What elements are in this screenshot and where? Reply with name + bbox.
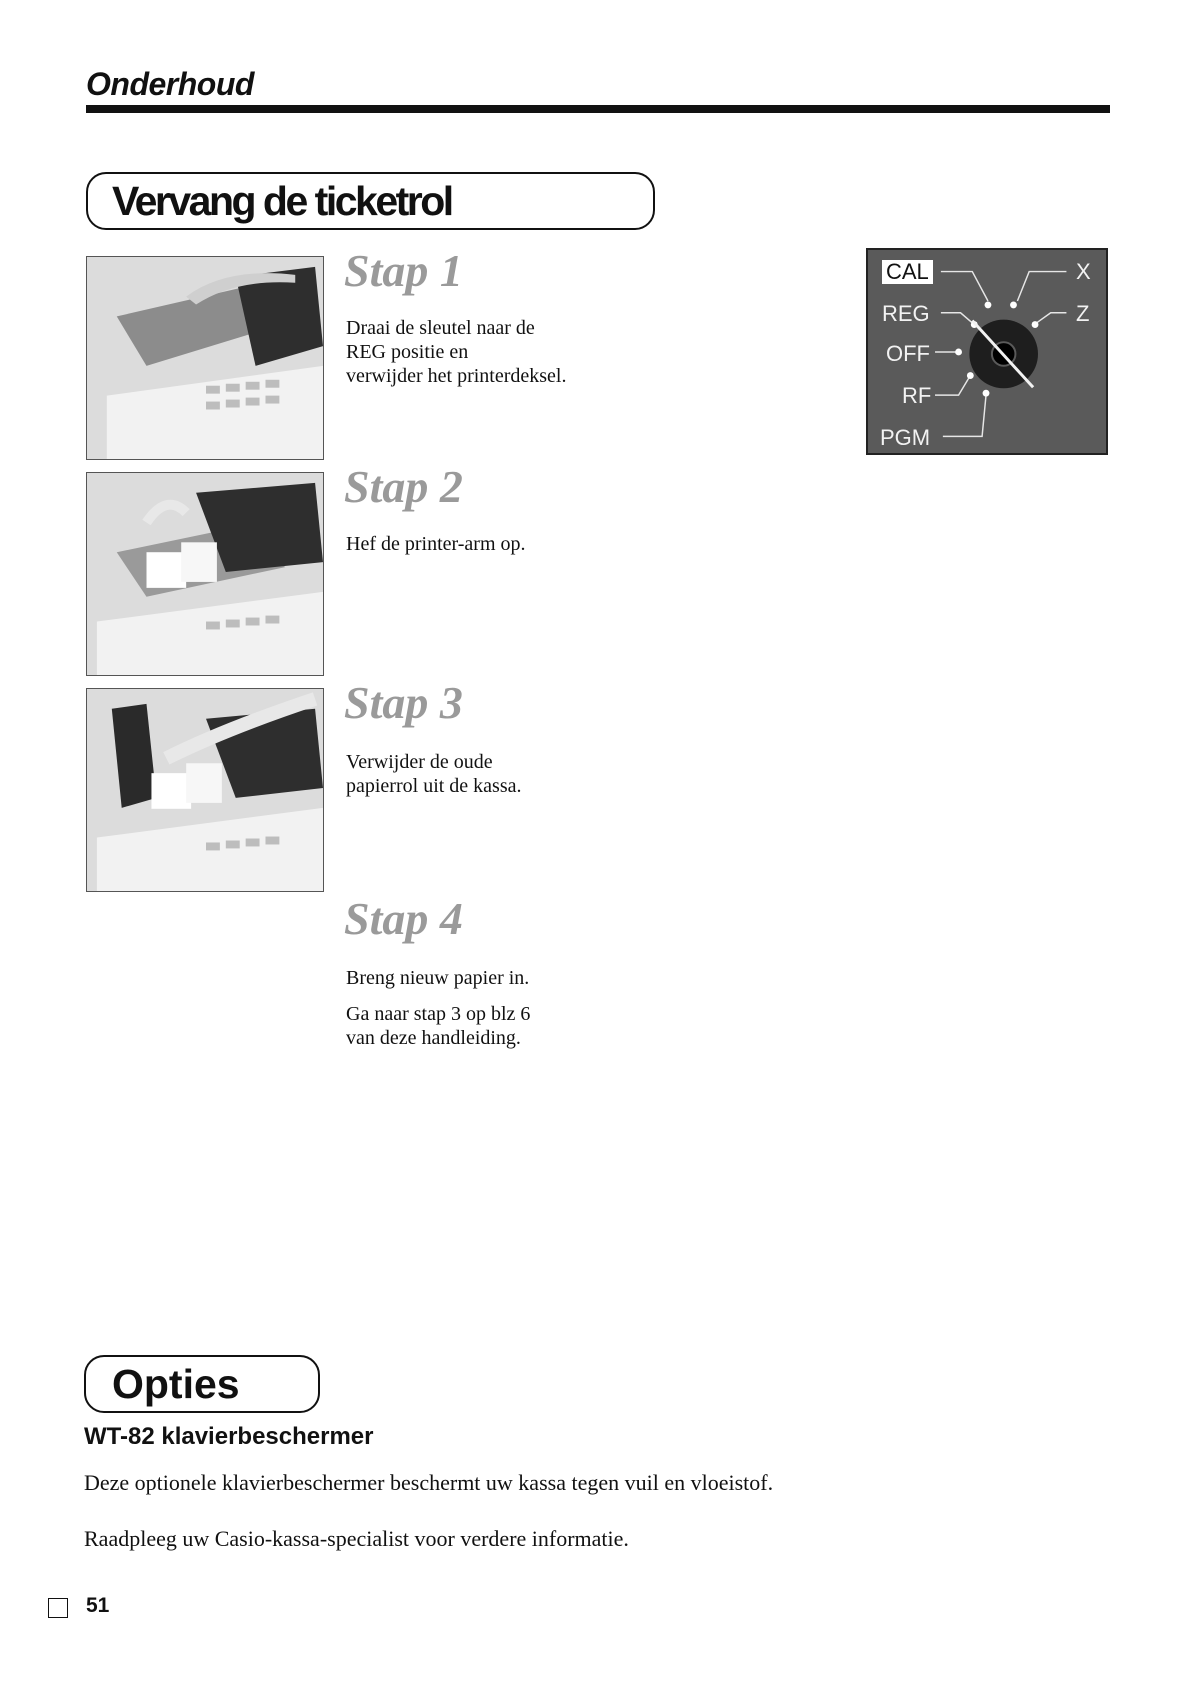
page-number: 51 — [86, 1594, 110, 1617]
options-subheading: WT-82 klavierbeschermer — [84, 1423, 374, 1450]
step-1-photo — [86, 256, 324, 460]
step-2-title: Stap 2 — [344, 461, 463, 512]
options-paragraph-1: Deze optionele klavierbeschermer beschermt uw kassa tegen vuil en vloeistof. — [84, 1470, 774, 1495]
options-heading — [84, 1355, 320, 1413]
step-1-text: Draai de sleutel naar de REG positie en verwijder het printerdeksel. — [346, 317, 567, 387]
options-heading-text: Opties — [112, 1360, 240, 1407]
step-3-photo — [86, 688, 324, 892]
section-rule — [86, 105, 1110, 113]
step-4-note: Ga naar stap 3 op blz 6 van deze handleiding. — [346, 1003, 531, 1049]
mode-label-x: X — [1076, 259, 1091, 284]
mode-label-z: Z — [1076, 301, 1090, 326]
footer-square-icon — [48, 1598, 68, 1618]
step-3-title: Stap 3 — [344, 677, 463, 728]
mode-label-cal: CAL — [882, 260, 933, 284]
section-title: Onderhoud — [86, 66, 254, 102]
main-heading-text: Vervang de ticketrol — [112, 177, 452, 224]
step-3-text: Verwijder de oude papierrol uit de kassa. — [346, 751, 522, 797]
mode-label-pgm: PGM — [880, 425, 931, 450]
step-2-photo — [86, 472, 324, 676]
step-1-title: Stap 1 — [344, 245, 463, 296]
mode-label-off: OFF — [886, 341, 930, 366]
options-paragraph-2: Raadpleeg uw Casio-kassa-specialist voor verdere informatie. — [84, 1526, 629, 1551]
step-4-title: Stap 4 — [344, 893, 463, 944]
main-heading — [86, 172, 655, 230]
step-2-text: Hef de printer-arm op. — [346, 533, 526, 555]
step-4-text: Breng nieuw papier in. — [346, 967, 530, 989]
mode-label-rf: RF — [902, 383, 932, 408]
mode-switch-diagram — [866, 248, 1108, 455]
mode-label-reg: REG — [882, 301, 930, 326]
